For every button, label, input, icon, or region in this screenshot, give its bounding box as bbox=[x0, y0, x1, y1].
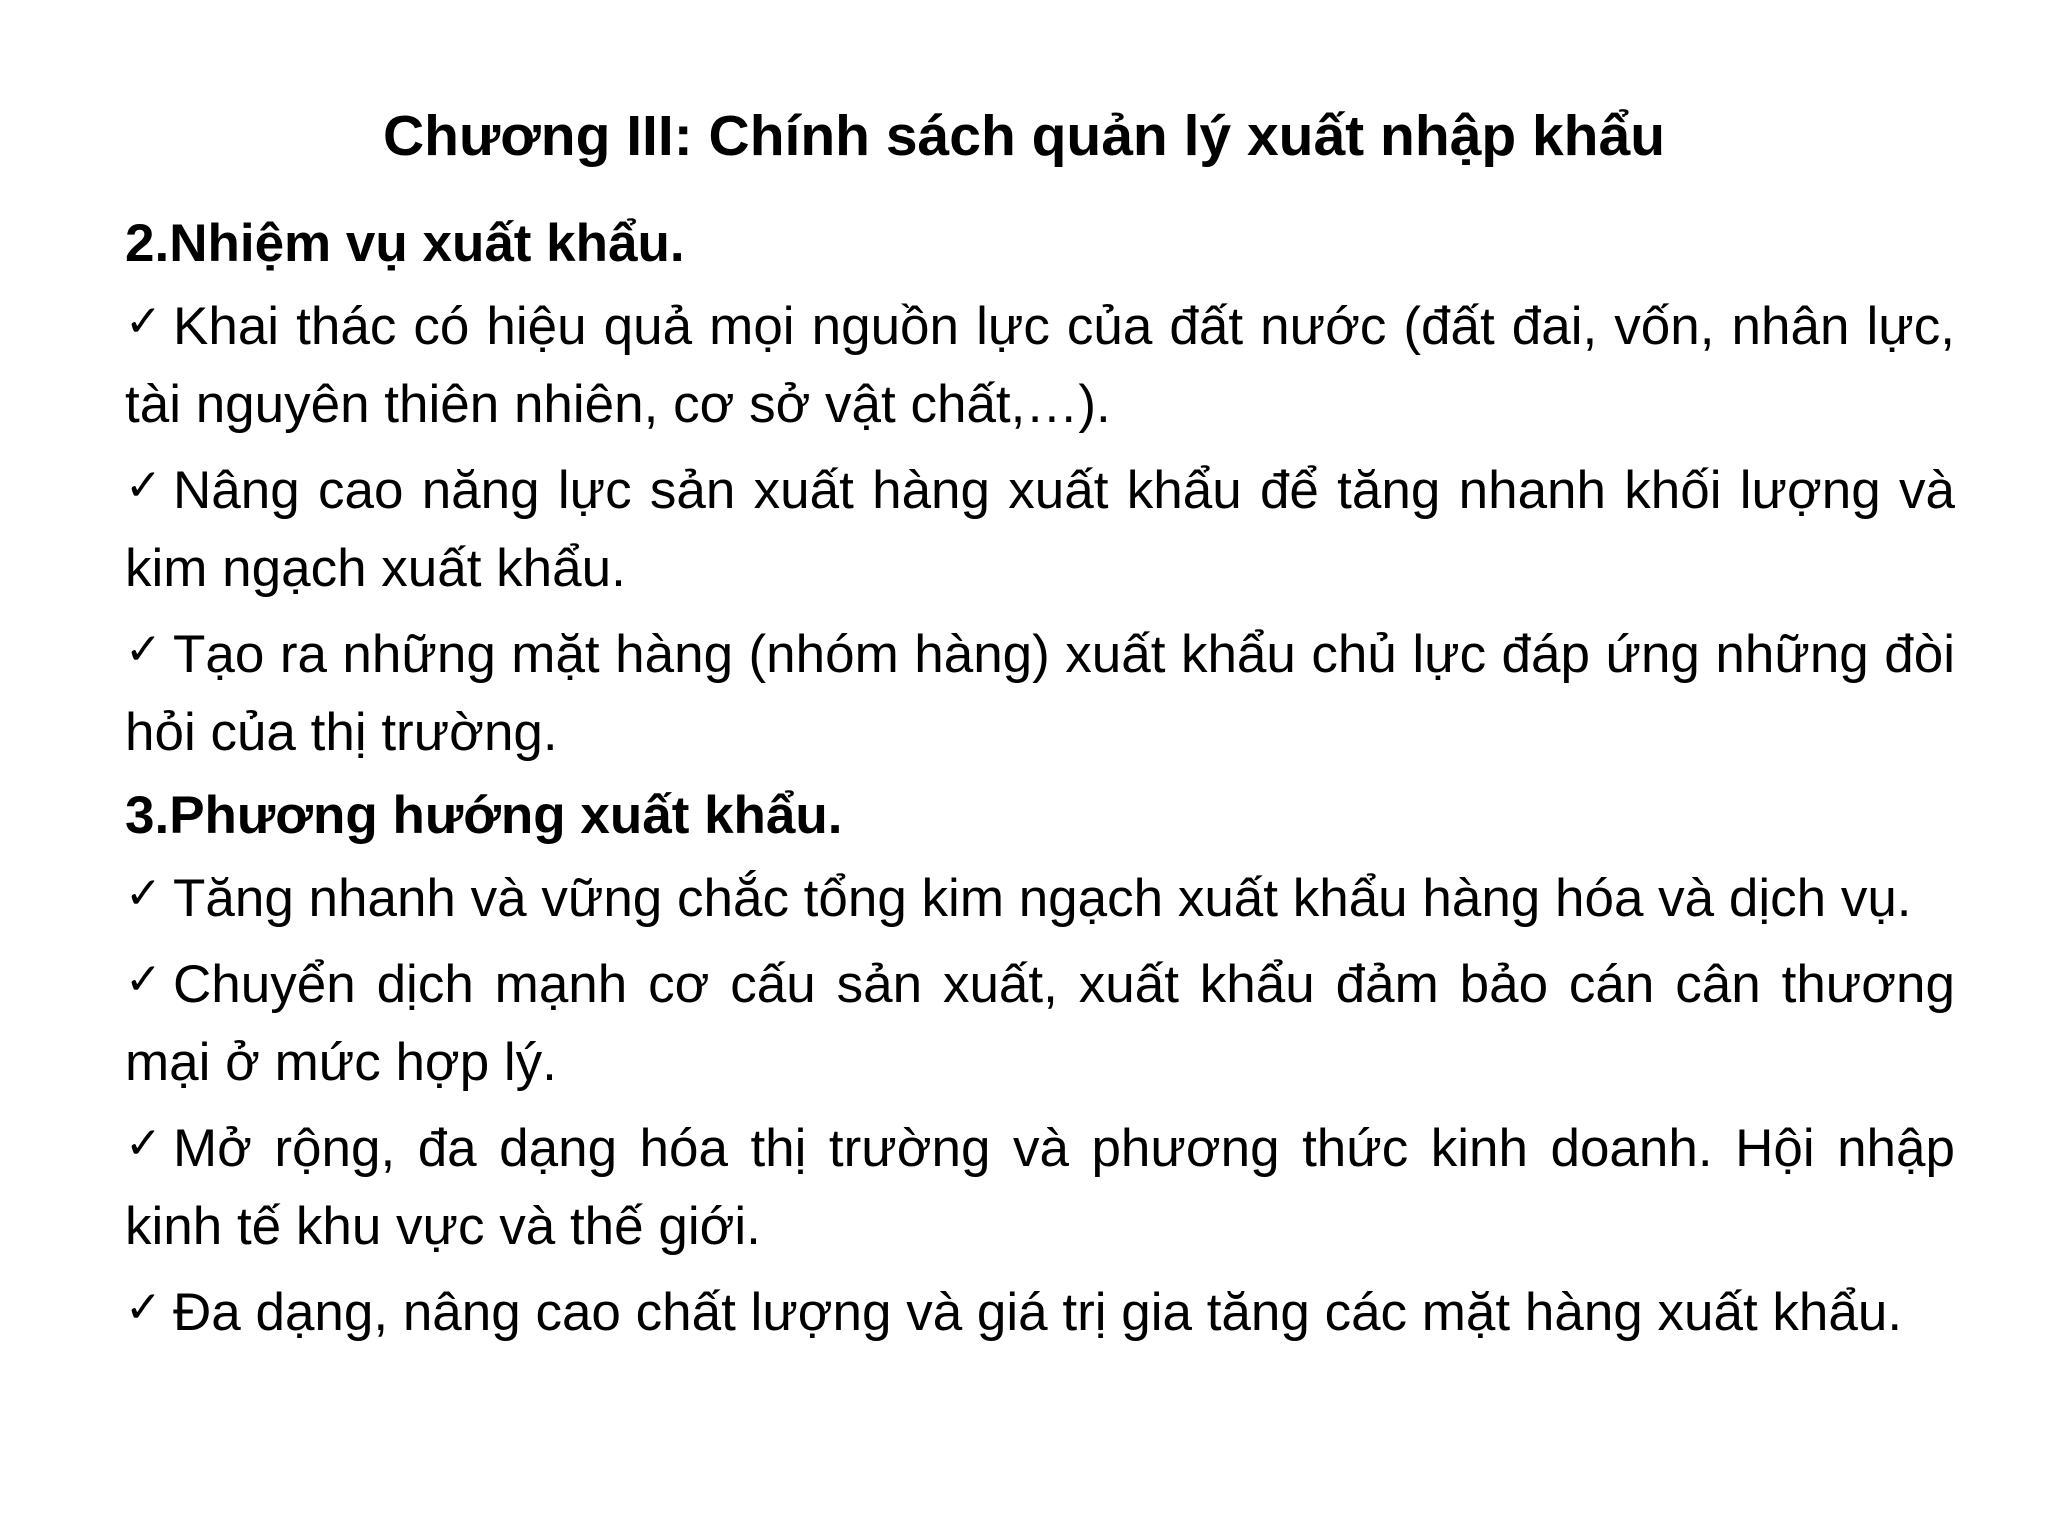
slide-content bbox=[125, 208, 1955, 1360]
bullet-item bbox=[125, 860, 1955, 938]
bullet-text: Khai thác có hiệu quả mọi nguồn lực của đất nước (đất đai, vốn, nhân lực, tài nguyên thiên nhiên, cơ sở vật chất,…). bbox=[125, 297, 1955, 434]
bullet-text: Tăng nhanh và vững chắc tổng kim ngạch xuất khẩu hàng hóa và dịch vụ. bbox=[173, 869, 1912, 928]
section-heading-direction: 3.Phương hướng xuất khẩu. bbox=[125, 786, 843, 845]
bullet-text: Tạo ra những mặt hàng (nhóm hàng) xuất khẩu chủ lực đáp ứng những đòi hỏi của thị trường. bbox=[125, 625, 1955, 762]
checkmark-icon: ✓ bbox=[125, 1282, 162, 1333]
checkmark-icon: ✓ bbox=[125, 868, 162, 919]
bullet-text: Chuyển dịch mạnh cơ cấu sản xuất, xuất khẩu đảm bảo cán cân thương mại ở mức hợp lý. bbox=[125, 955, 1955, 1092]
slide-title: Chương III: Chính sách quản lý xuất nhập khẩu bbox=[382, 104, 1666, 168]
bullet-text: Nâng cao năng lực sản xuất hàng xuất khẩu để tăng nhanh khối lượng và kim ngạch xuất khẩu. bbox=[125, 461, 1955, 598]
checkmark-icon: ✓ bbox=[125, 954, 162, 1005]
bullet-item bbox=[125, 288, 1955, 444]
bullet-item bbox=[125, 452, 1955, 608]
checkmark-icon: ✓ bbox=[125, 296, 162, 347]
checkmark-icon: ✓ bbox=[125, 460, 162, 511]
bullet-text: Mở rộng, đa dạng hóa thị trường và phương thức kinh doanh. Hội nhập kinh tế khu vực và thế giới. bbox=[125, 1119, 1955, 1256]
bullet-item bbox=[125, 1274, 1955, 1352]
bullet-item bbox=[125, 946, 1955, 1102]
bullet-text: Đa dạng, nâng cao chất lượng và giá trị gia tăng các mặt hàng xuất khẩu. bbox=[173, 1283, 1903, 1342]
section-heading-tasks: 2.Nhiệm vụ xuất khẩu. bbox=[125, 214, 685, 273]
bullet-item bbox=[125, 616, 1955, 772]
checkmark-icon: ✓ bbox=[125, 624, 162, 675]
checkmark-icon: ✓ bbox=[125, 1118, 162, 1169]
bullet-item bbox=[125, 1110, 1955, 1266]
